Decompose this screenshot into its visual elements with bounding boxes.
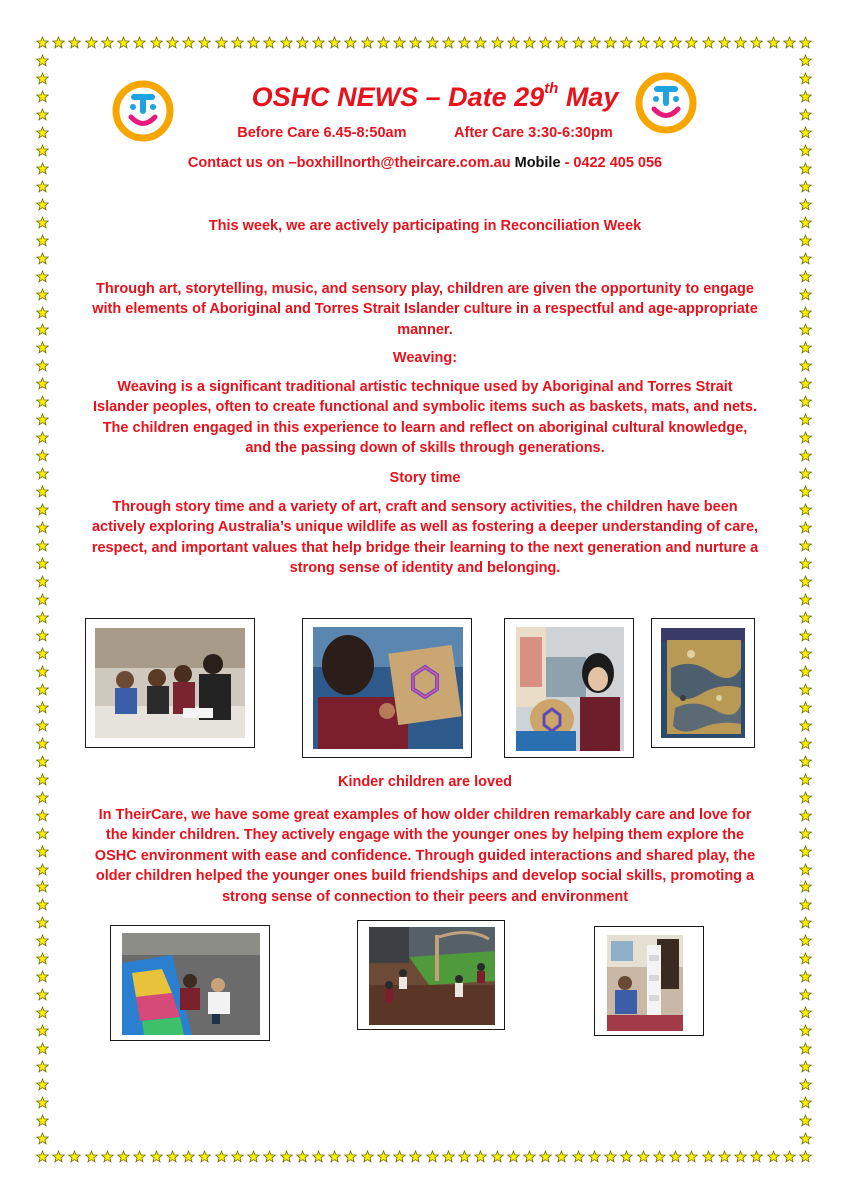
border-star-icon [36, 593, 49, 606]
border-star-icon [36, 395, 49, 408]
border-star-icon [799, 234, 812, 247]
border-star-icon [361, 36, 374, 49]
border-star-icon [85, 36, 98, 49]
border-star-icon [312, 1150, 325, 1163]
border-star-icon [36, 72, 49, 85]
border-star-icon [182, 36, 195, 49]
border-star-icon [36, 845, 49, 858]
hours-line [80, 123, 770, 143]
border-star-icon [101, 1150, 114, 1163]
border-star-icon [36, 485, 49, 498]
photo-block-tower-image [607, 935, 683, 1031]
border-star-icon [36, 467, 49, 480]
title-main: OSHC NEWS – Date 29 [251, 82, 545, 112]
border-star-icon [799, 557, 812, 570]
border-star-icon [458, 1150, 471, 1163]
border-star-icon [133, 1150, 146, 1163]
border-star-icon [36, 773, 49, 786]
border-star-icon [799, 809, 812, 822]
border-star-icon [523, 36, 536, 49]
border-star-icon [799, 1060, 812, 1073]
before-care-hours: Before Care 6.45-8:50am [237, 125, 407, 141]
border-star-icon [377, 1150, 390, 1163]
border-star-icon [263, 36, 276, 49]
border-star-icon [442, 36, 455, 49]
border-star-icon [620, 36, 633, 49]
border-star-icon [799, 593, 812, 606]
border-star-icon [799, 845, 812, 858]
border-star-icon [426, 36, 439, 49]
border-star-icon [799, 449, 812, 462]
border-star-icon [799, 880, 812, 893]
border-star-icon [474, 1150, 487, 1163]
border-star-icon [328, 1150, 341, 1163]
border-star-icon [36, 341, 49, 354]
border-star-icon [750, 36, 763, 49]
border-star-icon [36, 521, 49, 534]
photo-weaving-craft-image [313, 627, 463, 749]
border-star-icon [393, 36, 406, 49]
border-star-icon [36, 1150, 49, 1163]
border-star-icon [702, 36, 715, 49]
border-star-icon [117, 36, 130, 49]
border-star-icon [36, 809, 49, 822]
photo-hopscotch [110, 925, 270, 1041]
contact-line [80, 153, 770, 173]
photo-hopscotch-image [122, 933, 260, 1035]
border-star-icon [36, 270, 49, 283]
border-star-icon [799, 539, 812, 552]
border-star-icon [36, 1042, 49, 1055]
border-star-icon [799, 1150, 812, 1163]
border-star-icon [799, 359, 812, 372]
border-star-icon [799, 916, 812, 929]
border-star-icon [799, 1006, 812, 1019]
border-star-icon [799, 1114, 812, 1127]
border-star-icon [799, 665, 812, 678]
border-star-icon [799, 467, 812, 480]
border-star-icon [783, 1150, 796, 1163]
border-star-icon [685, 1150, 698, 1163]
border-star-icon [36, 252, 49, 265]
border-star-icon [36, 988, 49, 1001]
story-paragraph: Through story time and a variety of art, craft and sensory activities, the children have been actively exploring Australia’s unique wildlife as well as fostering a deeper understanding of care, respect, and important values that help bridge their learning to the next generation and nurture a strong sense of identity and belonging. [91, 499, 759, 577]
border-star-icon [799, 270, 812, 283]
border-star-icon [36, 180, 49, 193]
border-star-icon [36, 934, 49, 947]
border-star-icon [150, 36, 163, 49]
border-star-icon [799, 1042, 812, 1055]
border-star-icon [215, 1150, 228, 1163]
border-star-icon [734, 1150, 747, 1163]
border-star-icon [280, 1150, 293, 1163]
page-title [200, 72, 670, 117]
border-star-icon [767, 1150, 780, 1163]
border-star-icon [474, 36, 487, 49]
border-star-icon [328, 36, 341, 49]
border-star-icon [36, 611, 49, 624]
border-star-icon [166, 1150, 179, 1163]
border-star-icon [685, 36, 698, 49]
photo-story-time [85, 618, 255, 748]
border-star-icon [588, 36, 601, 49]
border-star-icon [36, 198, 49, 211]
border-star-icon [799, 773, 812, 786]
border-star-icon [555, 1150, 568, 1163]
border-star-icon [799, 863, 812, 876]
border-star-icon [36, 449, 49, 462]
border-star-icon [799, 413, 812, 426]
border-star-icon [523, 1150, 536, 1163]
border-star-icon [36, 970, 49, 983]
border-star-icon [36, 701, 49, 714]
border-star-icon [36, 1024, 49, 1037]
border-star-icon [620, 1150, 633, 1163]
kinder-heading: Kinder children are loved [337, 774, 513, 790]
border-star-icon [36, 323, 49, 336]
border-star-icon [799, 1132, 812, 1145]
photo-block-tower [594, 926, 704, 1036]
title-end: May [558, 82, 619, 112]
contact-email: Contact us on –boxhillnorth@theircare.com.au [187, 155, 511, 171]
photo-weaving-craft [302, 618, 472, 758]
border-star-icon [36, 431, 49, 444]
border-star-icon [669, 36, 682, 49]
border-star-icon [231, 1150, 244, 1163]
border-star-icon [36, 288, 49, 301]
border-star-icon [280, 36, 293, 49]
border-star-icon [36, 557, 49, 570]
culture-paragraph: Through art, storytelling, music, and sensory play, children are given the opportunity to engage with elements of Aboriginal and Torres Strait Islander culture in a respectful and age-appropriate manner. [92, 281, 758, 338]
border-star-icon [198, 36, 211, 49]
border-star-icon [247, 36, 260, 49]
border-star-icon [507, 36, 520, 49]
border-star-icon [36, 719, 49, 732]
border-star-icon [539, 36, 552, 49]
border-star-icon [637, 1150, 650, 1163]
border-star-icon [799, 988, 812, 1001]
border-star-icon [653, 1150, 666, 1163]
border-star-icon [166, 36, 179, 49]
border-star-icon [36, 898, 49, 911]
border-star-icon [36, 234, 49, 247]
border-star-icon [426, 1150, 439, 1163]
border-star-icon [52, 1150, 65, 1163]
photo-sensory-art [651, 618, 755, 748]
border-star-icon [799, 323, 812, 336]
border-star-icon [393, 1150, 406, 1163]
border-star-icon [539, 1150, 552, 1163]
border-star-icon [36, 665, 49, 678]
border-star-icon [799, 737, 812, 750]
border-star-icon [653, 36, 666, 49]
border-star-icon [36, 503, 49, 516]
border-star-icon [799, 54, 812, 67]
border-star-icon [799, 162, 812, 175]
border-star-icon [718, 1150, 731, 1163]
border-star-icon [361, 1150, 374, 1163]
border-star-icon [344, 36, 357, 49]
border-star-icon [799, 431, 812, 444]
border-star-icon [263, 1150, 276, 1163]
border-star-icon [604, 1150, 617, 1163]
intro-text: This week, we are actively participating in Reconciliation Week [208, 218, 642, 234]
border-star-icon [799, 1096, 812, 1109]
border-star-icon [133, 36, 146, 49]
border-star-icon [36, 539, 49, 552]
border-star-icon [36, 1060, 49, 1073]
border-star-icon [442, 1150, 455, 1163]
border-star-icon [36, 216, 49, 229]
border-star-icon [799, 503, 812, 516]
border-star-icon [799, 934, 812, 947]
border-star-icon [799, 377, 812, 390]
border-star-icon [36, 575, 49, 588]
border-star-icon [36, 1006, 49, 1019]
border-star-icon [52, 36, 65, 49]
border-star-icon [799, 126, 812, 139]
border-star-icon [799, 36, 812, 49]
border-star-icon [36, 1114, 49, 1127]
border-star-icon [36, 162, 49, 175]
photo-story-time-image [95, 628, 245, 738]
border-star-icon [36, 1132, 49, 1145]
border-star-icon [36, 306, 49, 319]
border-star-icon [409, 1150, 422, 1163]
photo-sensory-art-image [661, 628, 745, 738]
border-star-icon [799, 395, 812, 408]
after-care-hours: After Care 3:30-6:30pm [454, 125, 613, 141]
border-star-icon [702, 1150, 715, 1163]
border-star-icon [799, 719, 812, 732]
border-star-icon [68, 1150, 81, 1163]
photo-playground [357, 920, 505, 1030]
border-star-icon [36, 863, 49, 876]
border-star-icon [36, 54, 49, 67]
border-star-icon [182, 1150, 195, 1163]
border-star-icon [799, 898, 812, 911]
border-star-icon [734, 36, 747, 49]
border-star-icon [409, 36, 422, 49]
border-star-icon [669, 1150, 682, 1163]
border-star-icon [36, 36, 49, 49]
photo-girl-weaving-image [516, 627, 624, 751]
border-star-icon [36, 952, 49, 965]
border-star-icon [799, 216, 812, 229]
border-star-icon [36, 108, 49, 121]
border-star-icon [799, 1024, 812, 1037]
border-star-icon [36, 755, 49, 768]
border-star-icon [799, 521, 812, 534]
border-star-icon [36, 359, 49, 372]
border-star-icon [36, 683, 49, 696]
border-star-icon [296, 1150, 309, 1163]
border-star-icon [799, 701, 812, 714]
border-star-icon [799, 611, 812, 624]
border-star-icon [799, 144, 812, 157]
border-star-icon [231, 36, 244, 49]
photo-girl-weaving [504, 618, 634, 758]
border-star-icon [85, 1150, 98, 1163]
border-star-icon [36, 827, 49, 840]
border-star-icon [637, 36, 650, 49]
border-star-icon [799, 108, 812, 121]
mobile-label: Mobile [514, 155, 561, 171]
border-star-icon [36, 880, 49, 893]
border-star-icon [101, 36, 114, 49]
border-star-icon [799, 180, 812, 193]
border-star-icon [799, 827, 812, 840]
border-star-icon [215, 36, 228, 49]
border-star-icon [377, 36, 390, 49]
border-star-icon [572, 36, 585, 49]
border-star-icon [750, 1150, 763, 1163]
border-star-icon [799, 1078, 812, 1091]
border-star-icon [799, 485, 812, 498]
border-star-icon [799, 341, 812, 354]
border-star-icon [799, 755, 812, 768]
border-star-icon [799, 306, 812, 319]
border-star-icon [150, 1150, 163, 1163]
border-star-icon [312, 36, 325, 49]
story-heading: Story time [389, 470, 461, 486]
border-star-icon [36, 90, 49, 103]
border-star-icon [36, 916, 49, 929]
border-star-icon [117, 1150, 130, 1163]
border-star-icon [783, 36, 796, 49]
border-star-icon [799, 252, 812, 265]
photo-playground-image [369, 927, 495, 1025]
border-star-icon [491, 36, 504, 49]
border-star-icon [767, 36, 780, 49]
border-star-icon [198, 1150, 211, 1163]
border-star-icon [68, 36, 81, 49]
border-star-icon [799, 575, 812, 588]
border-star-icon [718, 36, 731, 49]
border-star-icon [296, 36, 309, 49]
border-star-icon [36, 377, 49, 390]
border-star-icon [799, 647, 812, 660]
border-star-icon [588, 1150, 601, 1163]
border-star-icon [36, 144, 49, 157]
border-star-icon [799, 198, 812, 211]
border-star-icon [344, 1150, 357, 1163]
border-star-icon [799, 90, 812, 103]
border-star-icon [799, 629, 812, 642]
border-star-icon [36, 737, 49, 750]
border-star-icon [36, 791, 49, 804]
border-star-icon [247, 1150, 260, 1163]
border-star-icon [799, 952, 812, 965]
weaving-paragraph: Weaving is a significant traditional artistic technique used by Aboriginal and Torres Strait Islander peoples, often to create functional and symbolic items such as baskets, mats, and nets. The children engaged in this experience to learn and reflect on aboriginal cultural knowledge, and the passing down of skills through generations. [93, 379, 757, 457]
border-star-icon [36, 126, 49, 139]
border-star-icon [36, 1078, 49, 1091]
border-star-icon [507, 1150, 520, 1163]
title-superscript: th [544, 80, 559, 97]
border-star-icon [604, 36, 617, 49]
border-star-icon [36, 1096, 49, 1109]
border-star-icon [799, 970, 812, 983]
border-star-icon [799, 288, 812, 301]
border-star-icon [572, 1150, 585, 1163]
border-star-icon [36, 413, 49, 426]
border-star-icon [458, 36, 471, 49]
mobile-number: - 0422 405 056 [564, 155, 663, 171]
border-star-icon [799, 72, 812, 85]
border-star-icon [799, 683, 812, 696]
kinder-paragraph: In TheirCare, we have some great examples of how older children remarkably care and love for the kinder children. They actively engage with the younger ones by helping them explore the OSHC environment with ease and confidence. Through guided interactions and shared play, the older children helped the younger ones build friendships and develop social skills, promoting a strong sense of connection to their peers and environment [94, 807, 756, 905]
border-star-icon [799, 791, 812, 804]
border-star-icon [491, 1150, 504, 1163]
border-star-icon [36, 629, 49, 642]
border-star-icon [36, 647, 49, 660]
border-star-icon [555, 36, 568, 49]
weaving-heading: Weaving: [392, 350, 458, 366]
